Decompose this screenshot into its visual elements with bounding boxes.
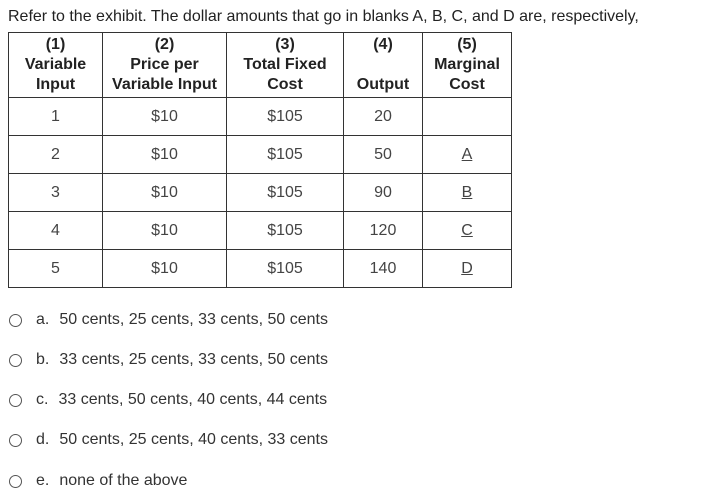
header-line: Total Fixed bbox=[243, 56, 327, 73]
cell-variable-input: 2 bbox=[9, 136, 103, 174]
option-text: 50 cents, 25 cents, 40 cents, 33 cents bbox=[59, 431, 328, 448]
header-line: Variable Input bbox=[112, 76, 217, 93]
header-line: (5) bbox=[457, 36, 477, 53]
cell-price: $10 bbox=[103, 136, 227, 174]
cell-total-fixed-cost: $105 bbox=[227, 212, 344, 250]
header-line: Marginal bbox=[434, 56, 500, 73]
header-line: Cost bbox=[449, 76, 485, 93]
blank-label: B bbox=[461, 183, 473, 201]
option-a[interactable] bbox=[8, 308, 328, 332]
cell-variable-input: 5 bbox=[9, 250, 103, 288]
header-marginal-cost bbox=[423, 33, 512, 98]
cell-total-fixed-cost: $105 bbox=[227, 250, 344, 288]
option-e[interactable] bbox=[8, 469, 187, 493]
option-letter: d. bbox=[36, 431, 50, 448]
radio-button[interactable] bbox=[9, 394, 22, 407]
cell-marginal-cost bbox=[423, 136, 512, 174]
cell-marginal-cost bbox=[423, 250, 512, 288]
option-letter: e. bbox=[36, 472, 50, 489]
blank-label: D bbox=[461, 259, 473, 277]
header-line: Input bbox=[35, 76, 76, 93]
header-line bbox=[344, 55, 422, 75]
header-line: (2) bbox=[154, 36, 175, 53]
cell-variable-input: 4 bbox=[9, 212, 103, 250]
header-line: (1) bbox=[45, 36, 66, 53]
question-text: Refer to the exhibit. The dollar amounts that go in blanks A, B, C, and D are, respectively, bbox=[8, 8, 639, 25]
header-price-per-variable-input bbox=[103, 33, 227, 98]
table-row bbox=[9, 250, 512, 288]
option-letter: a. bbox=[36, 311, 50, 328]
option-b[interactable] bbox=[8, 348, 328, 372]
option-letter: b. bbox=[36, 351, 50, 368]
cell-total-fixed-cost: $105 bbox=[227, 98, 344, 136]
header-line: Price per bbox=[130, 56, 199, 73]
header-variable-input bbox=[9, 33, 103, 98]
table-row bbox=[9, 212, 512, 250]
option-text: none of the above bbox=[59, 472, 188, 489]
table-row bbox=[9, 136, 512, 174]
header-output bbox=[344, 33, 423, 98]
option-text: 33 cents, 25 cents, 33 cents, 50 cents bbox=[59, 351, 328, 368]
cell-variable-input: 1 bbox=[9, 98, 103, 136]
radio-button[interactable] bbox=[9, 354, 22, 367]
exhibit-table bbox=[8, 32, 512, 288]
option-text: 33 cents, 50 cents, 40 cents, 44 cents bbox=[58, 391, 328, 408]
cell-output: 140 bbox=[344, 250, 423, 288]
table-header-row bbox=[9, 33, 512, 98]
header-line: (4) bbox=[373, 36, 393, 53]
cell-output: 120 bbox=[344, 212, 423, 250]
blank-label: C bbox=[461, 221, 473, 239]
header-line: Variable bbox=[24, 56, 87, 73]
cell-output: 20 bbox=[344, 98, 423, 136]
radio-button[interactable] bbox=[9, 475, 22, 488]
option-text: 50 cents, 25 cents, 33 cents, 50 cents bbox=[59, 311, 328, 328]
option-c[interactable] bbox=[8, 388, 327, 412]
header-total-fixed-cost bbox=[227, 33, 344, 98]
table-row bbox=[9, 98, 512, 136]
cell-price: $10 bbox=[103, 98, 227, 136]
cell-price: $10 bbox=[103, 174, 227, 212]
cell-marginal-cost bbox=[423, 174, 512, 212]
cell-output: 50 bbox=[344, 136, 423, 174]
option-letter: c. bbox=[36, 391, 49, 408]
cell-marginal-cost bbox=[423, 98, 512, 136]
cell-marginal-cost bbox=[423, 212, 512, 250]
cell-price: $10 bbox=[103, 212, 227, 250]
header-line: (3) bbox=[275, 36, 295, 53]
header-line: Output bbox=[356, 76, 410, 93]
radio-button[interactable] bbox=[9, 434, 22, 447]
radio-button[interactable] bbox=[9, 314, 22, 327]
option-d[interactable] bbox=[8, 428, 328, 452]
cell-total-fixed-cost: $105 bbox=[227, 174, 344, 212]
cell-total-fixed-cost: $105 bbox=[227, 136, 344, 174]
table-row bbox=[9, 174, 512, 212]
cell-variable-input: 3 bbox=[9, 174, 103, 212]
header-line: Cost bbox=[267, 76, 303, 93]
blank-label: A bbox=[461, 145, 473, 163]
cell-price: $10 bbox=[103, 250, 227, 288]
cell-output: 90 bbox=[344, 174, 423, 212]
